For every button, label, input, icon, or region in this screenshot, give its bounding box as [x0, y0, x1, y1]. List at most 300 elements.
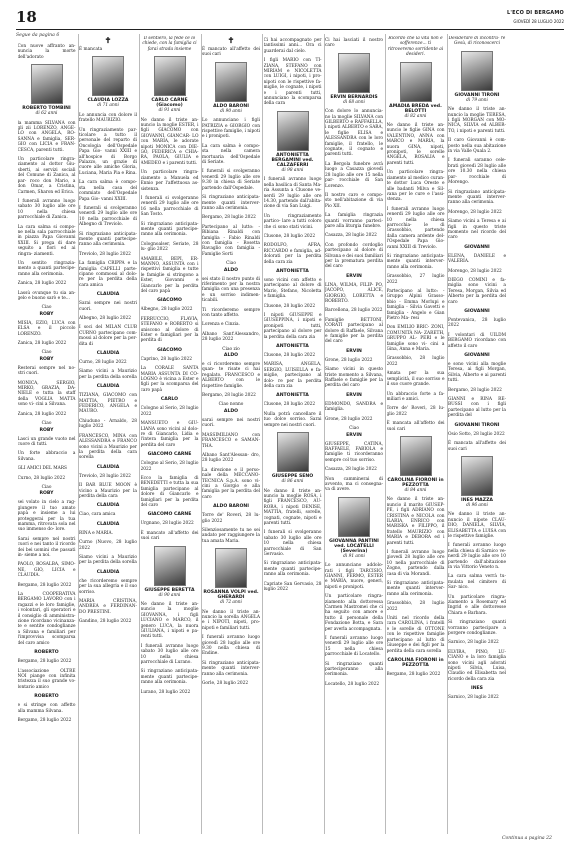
notice-text: La cara salma verrà tu- mulata nel cimitero di Sar- nico.	[448, 574, 506, 591]
notice-block	[325, 193, 383, 209]
notice-block	[325, 477, 383, 493]
notice-text: I funerali avranno luogo sabato 30 luglio alle ore 10 nella chiesa parrocchiale di Lurano.	[140, 643, 199, 666]
column-separator	[324, 34, 325, 834]
notice-block	[448, 333, 506, 349]
deceased-name: CLAUDIA	[96, 464, 120, 470]
notice-text: Albegno, 28 luglio 2022	[140, 307, 193, 313]
deceased-name: ALDO	[223, 353, 239, 359]
page-header	[16, 8, 564, 30]
deceased-name: GIOVANNI	[464, 244, 490, 250]
notice-block	[79, 56, 137, 108]
notice-block	[325, 682, 383, 687]
notice-block	[141, 476, 199, 508]
notice-text: La cara salma è compo- sta nella camera mortuaria dell'Ospedale di Seriate.	[202, 143, 260, 166]
notice-text: Con dolore lo annuncia- no la moglie SILVANA con GILBERTO e RAFFAELLA, i nipoti ALBERTO e SARA, le figlie ELISA e ALESSANDRA con le loro famiglie, il fratello, le cognate, il cognato e parenti tutti.	[325, 109, 383, 158]
notice-text: che ricorderemo sempre per la sua allegria e il suo sorriso.	[79, 578, 137, 595]
notice-block	[141, 531, 199, 542]
deceased-name: CARLO	[160, 397, 179, 403]
column-separator	[447, 34, 448, 834]
notice-text: Un ringraziamento par- ticolare a tutto il personale del reparto di Oncologia dell'Ospedale Papa Gio- vanni XXIII e all'hospice di Borgo Palazzo, un grazie di cuore alle amiche Gloria, Luciana, Maria Pia e Rina.	[79, 127, 137, 176]
notice-text: Lorenza e Cinzia.	[202, 322, 240, 328]
deceased-name: GIOVANNI TIRONI	[454, 92, 500, 98]
notice-block	[264, 278, 322, 300]
notice-block	[202, 225, 260, 257]
notice-block	[141, 317, 199, 344]
notice-block	[448, 512, 506, 539]
deceased-name: ANTONIETTA	[276, 344, 309, 350]
notice-block	[387, 123, 445, 166]
notice-text: Ci hai lasciati il nostro caro	[325, 38, 383, 49]
notice-block	[18, 350, 76, 361]
deceased-name: INES	[470, 686, 483, 692]
notice-block	[18, 669, 76, 691]
notice-text: AMABILE, BEPI, ER- MANNO, ASSUNTA con i rispettivi famiglia e tutte le famiglie si stringono a Ester, Giovanni e Giancarlo per la perdita del caro papà	[140, 256, 199, 294]
notice-text: I funerali saranno cele- brati giovedì 28 luglio alle ore 10.30 nella chiesa par- rocchiale di Morengo.	[448, 158, 506, 186]
deceased-age: di 62 anni	[35, 111, 58, 117]
notice-block	[448, 107, 506, 134]
notice-block	[141, 170, 199, 192]
notice-block	[448, 158, 506, 185]
notice-block	[18, 485, 76, 496]
notice-text: PAOLO, ROSALBA, SIMO- NE, GIO, LICIA e CLAUDIA.	[17, 562, 76, 579]
notice-block	[325, 417, 383, 422]
notice-block	[387, 62, 445, 119]
notice-block	[387, 601, 445, 612]
notice-text: sarai sempre nei nostri cuori.	[202, 417, 260, 429]
notice-text: I soci del MILAN CLUB CURNO partecipano com- mossi al dolore per la per- dita di	[79, 325, 137, 347]
notice-text: La famiglia CRIPPA e la famiglia CAPELLI parte- cipano commossi al dolo- re per la perdita della cara amica	[79, 261, 137, 288]
notice-text: DIEGO COMINI e fa- miglia sono vicini a Teresa, Morgan, Silvia ed Alberto per la perdita del caro	[448, 277, 506, 305]
notice-text: Ti ricorderemo sempre con tanto affetto.	[202, 307, 260, 318]
notice-text: Locatello, 28 luglio 2022	[325, 681, 380, 687]
notice-block	[264, 530, 322, 557]
notice-text: Si ringraziano anticipata- mente quanti interver- ranno alla cerimonia.	[202, 195, 260, 211]
notice-text: Lurano, 28 luglio 2022	[140, 689, 191, 695]
notice-text: Treviolo, 28 luglio 2022	[79, 473, 131, 479]
notice-text: Cologno al Serio, 28 luglio 2022	[140, 461, 199, 472]
notice-block	[264, 344, 322, 349]
notice-block	[325, 426, 383, 437]
deceased-age: di 79 anni	[466, 97, 488, 103]
notice-block	[448, 388, 506, 393]
notice-block	[202, 433, 260, 449]
deceased-name: GIOVANNA PANTINI ved. LOCATELLI (Severina)	[329, 538, 379, 554]
notice-text: L'associazione OLTRE NOI piange con infinita tristezza il suo grande vo- lontario amico	[17, 668, 76, 690]
notice-block	[325, 233, 383, 238]
notice-block	[387, 170, 445, 202]
notice-text: Grassobbio, 27 luglio 2022	[386, 274, 445, 285]
notice-block	[202, 169, 260, 191]
notice-block	[79, 619, 137, 624]
deceased-age: di 91 anni	[343, 553, 365, 559]
notice-block	[264, 38, 322, 54]
notice-text: Casazza, 28 luglio 2022	[325, 233, 377, 239]
cross-icon: ✝	[104, 36, 112, 45]
column-separator	[78, 34, 79, 834]
deceased-name: ERVIN	[346, 392, 362, 398]
notice-text: Il BAR BLUE MOON è vicino a Maurizio per la perdita della cara	[79, 483, 137, 499]
deceased-name: CAROLINA FIORONI in PEZZOTTA	[387, 477, 444, 488]
notice-block	[448, 318, 506, 329]
notice-block	[325, 213, 383, 229]
notice-text: Nulla potrà cancellare il tuo dolce sorriso. Sarai sempre nei nostri cuori.	[263, 411, 322, 428]
notice-block	[448, 190, 506, 206]
column-separator	[385, 34, 386, 834]
notice-text: Gandino, 28 luglio 2022	[79, 619, 132, 625]
notice-block	[387, 421, 445, 432]
notice-block	[79, 316, 137, 321]
notice-block	[264, 582, 322, 593]
notice-text: Sarnico, 28 luglio 2022	[448, 640, 499, 646]
notice-block	[18, 694, 76, 699]
notice-text: I nipoti GIUSEPPE e GIUSEPPINA, i nipoti e pronipoti tutti, partecipano al dolore per la perdita della cara zia	[263, 313, 322, 340]
notice-block	[448, 309, 506, 314]
notice-block	[202, 468, 260, 500]
deceased-name: ROBY	[39, 491, 54, 497]
portrait-photo	[92, 56, 124, 96]
notice-text: MISIA, EZIO, LUCA con ELSA e il piccolo LORENZO.	[17, 320, 76, 337]
notice-text: Con nuove affranto an- nuncia la morte dell'adorato	[17, 44, 76, 60]
notice-block	[18, 718, 76, 723]
deceased-age: di 98 anni	[281, 167, 304, 173]
notice-block	[202, 504, 260, 509]
notice-block	[325, 393, 383, 398]
notice-text: Bergamo, 28 luglio 2022	[202, 215, 256, 221]
notice-block	[264, 214, 322, 230]
notice-block	[264, 58, 322, 107]
notice-text: Siamo vicini in questo triste momento a Silvana, Raffaele e famiglie per la perdita del caro	[325, 367, 383, 389]
notice-block	[202, 215, 260, 220]
notice-block	[79, 531, 137, 536]
notice-block	[264, 561, 322, 577]
notice-block	[79, 384, 137, 389]
notice-text: Zanica, 28 luglio 2022	[17, 281, 67, 287]
notice-text: Bergamo, 28 luglio 2022	[448, 387, 502, 393]
notice-block	[202, 62, 260, 114]
notice-block	[448, 278, 506, 305]
notice-text: Ne danno il triste an- nuncio la moglie TERESA, i figli MORGAN con MO- NICA, SILVIA ed ALBER- TO, i nipoti e parenti tutti.	[448, 107, 506, 134]
notice-text: È mancata all'affetto dei suoi cari	[448, 441, 506, 452]
notice-text: Silenziosamente tu ne sei andato per raggiungere la tua amata Maria.	[202, 527, 260, 544]
portrait-photo	[215, 548, 247, 588]
notice-block	[448, 362, 506, 384]
column-separator	[262, 34, 263, 834]
notice-text: Cologno al Serio, 28 luglio 2022	[140, 406, 199, 417]
column-2	[79, 36, 137, 836]
notice-text: I funerali avranno luogo venerdì 29 luglio alle ore 10 nella chiesa parrocchia- le di Grassobbio, partendo dalla camera ardente del- l'Ospedale Papa Gio- vanni XXIII di Treviolo.	[386, 206, 445, 250]
notice-text: e ci ricorderemo sempre quan- te risate ci hai regalato. FRANCESCO e ALBERTO con le rispettive famiglie.	[202, 362, 260, 389]
notice-text: RODOLFO, AFRA, RICCARDO e famiglia, ad- dolorati per la perdita della cara zia	[263, 243, 322, 265]
notice-block	[202, 418, 260, 429]
notice-block	[448, 245, 506, 250]
notice-block	[387, 207, 445, 250]
notice-text: Resterai sempre nel no- stri cuori.	[17, 365, 76, 377]
notice-block	[448, 353, 506, 358]
notice-text: La Bergola funebre avrà luogo a Casazza giovedì 28 luglio alle ore 15 nella par- rocchiale di San Lorenzo.	[325, 161, 383, 189]
notice-text: GIANNI e RINA RE- BUSSI con i figli partecipano al lutto per la perdita del	[448, 397, 506, 419]
notice-block	[387, 550, 445, 577]
portrait-photo	[154, 546, 186, 586]
notice-text: I funerali si svolgeranno venerdì 29 luglio alle ore 9.30 in chiesa di Seriate partendo dall'Ospedale.	[202, 169, 260, 191]
notice-block	[18, 121, 76, 153]
notice-block	[202, 332, 260, 343]
notice-block	[325, 109, 383, 158]
notice-block	[264, 111, 322, 173]
notice-text: Ciao, cara amica	[79, 512, 116, 518]
notice-text: Lassù ovunque tu sia an- gelo e buono sarò e te...	[17, 290, 76, 301]
notice-text: Sarai sempre nei nostri cuori.	[79, 301, 137, 312]
notice-block	[448, 620, 506, 636]
notice-block	[141, 242, 199, 253]
notice-text: È mancata all'affetto dei suoi cari	[386, 421, 445, 432]
notice-block	[202, 681, 260, 686]
column-7	[387, 36, 445, 836]
portrait-photo	[277, 111, 309, 151]
notice-text: Si ringraziano quanti vorranno partecipare a porgere condoglianze.	[448, 620, 506, 637]
notice-text: Zanica, 28 luglio 2022	[17, 411, 67, 417]
deceased-name: GIACOMO	[157, 298, 182, 304]
deceased-name: ANTONIETTA	[276, 393, 309, 399]
notice-block	[141, 690, 199, 695]
notice-block	[387, 289, 445, 321]
notice-block	[448, 36, 506, 47]
notice-text: Ne danno il triste an- nuncio il marito GIUSEP- PE, i figli ADRIANO con CRISTINA e NICOLA con ILARIA, ENRICO con MARISKA e FILIPPO, il fratello MAURIZIO con MARIA e DEBORA ed i parenti tutti.	[386, 497, 445, 546]
notice-text: FERRUCCIO, FLAVIA, STEFANO e ROBERTO si uniscono al dolore di Ester e famigliari per la perdita di	[140, 316, 199, 344]
notice-block	[325, 358, 383, 363]
notice-block	[387, 672, 445, 677]
notice-block	[18, 157, 76, 195]
notice-block	[18, 281, 76, 286]
portrait-photo	[461, 456, 493, 496]
notice-text: Si ringraziano anticipata- mente quanti partecipe- ranno alla cerimonia.	[140, 669, 199, 686]
notice-text: Ciao	[349, 426, 359, 432]
notice-text: ELVIRA, PINO, LU- CIANO e la loro famiglia sono vicini agli adorati nipoti Silvia, Luisa, Claudio ed Elisabetta nel ricordo della cara zia	[448, 649, 506, 682]
notice-text: Treviolo, 28 luglio 2022	[79, 251, 131, 257]
issue-date: GIOVEDÌ 28 LUGLIO 2022	[513, 19, 564, 24]
notice-block	[202, 347, 260, 358]
deceased-name: ROBERTO	[34, 694, 59, 700]
notice-block	[387, 616, 445, 654]
notice-text: Ciao	[41, 350, 52, 356]
notice-text: La COOPERATIVA BERGAMO LAVORO con i ragazzi e le loro famiglie, i volontari, gli operatori e il consiglio di amministra- zione ricordano vicinanza- te e sentite condoglianze a Silvana e familiari per l'improvvisa scomparsa del caro amico	[17, 592, 76, 646]
notice-block	[264, 402, 322, 407]
column-4	[202, 36, 260, 836]
notice-block	[141, 118, 199, 167]
notice-block	[448, 441, 506, 452]
notice-text: Lasci un grande vuoto nel cuore di tutti.	[17, 436, 76, 447]
notice-text: Chiuduno - Arnaldo, 28 luglio 2022	[79, 418, 137, 430]
portrait-photo	[154, 56, 186, 96]
notice-block	[79, 128, 137, 177]
column-6	[325, 36, 383, 836]
notice-block	[18, 583, 76, 588]
deceased-name: GIOVANNI	[464, 309, 490, 314]
notice-block	[448, 254, 506, 265]
deceased-name: ALDO	[223, 408, 239, 414]
notice-block	[202, 402, 260, 413]
deceased-name: CLAUDIA	[96, 503, 120, 509]
deceased-age: di 90 anni	[220, 108, 242, 114]
notice-text: la mamma SILVANA con gli zii LORENZO, ANGE- LO con ANGELA, RO- SANNA e famiglia, SER- GIO con LICIA e FRAN- CESCA, parenti tutti.	[17, 120, 76, 153]
notice-text: MASSIMILIANO con FRANCESCO e SAMAN- THA.	[202, 432, 260, 449]
notice-text: Famiglie BETTONI, CORATI partecipano al dolore di Raffaele, Silvana e famiglie per la perdita del caro	[325, 317, 383, 345]
notice-block	[448, 432, 506, 437]
notice-block	[141, 512, 199, 517]
notice-block	[448, 686, 506, 691]
notice-block	[264, 234, 322, 239]
notice-text: Un forte abbraccio a Silvana.	[17, 451, 76, 462]
notice-text: TIZIANA, GIACOMO con MATTIA, PIETRO e FEDERICO, ANGELA e MAURO.	[79, 393, 137, 415]
notice-text: Clusone, 28 luglio 2022	[263, 233, 316, 239]
notice-block	[18, 537, 76, 559]
notice-block	[18, 341, 76, 346]
notice-block	[202, 277, 260, 304]
continuation-top: Segue da pagina 6	[16, 33, 60, 38]
notice-block	[141, 307, 199, 312]
notice-text: Si ringraziano anticipata- mente quanti interver- ranno alla cerimonia.	[386, 581, 445, 597]
notice-text: Gorle, 28 luglio 2022	[202, 681, 249, 687]
notice-block	[387, 581, 445, 597]
notice-text: Bergamo, 28 luglio 2022	[386, 671, 441, 677]
notice-text: La cara salma si compo- ne nella sala parrocchiale in piazza Papa Giovanni XXIII. Si prega di dare seguito a fiori ed ai ringra- ziamenti.	[17, 224, 76, 257]
notice-text: È mancata	[79, 47, 103, 52]
notice-block	[18, 44, 76, 60]
notice-block	[18, 291, 76, 302]
notice-block	[264, 269, 322, 274]
deceased-name: GIACOMO CARNE	[147, 512, 192, 518]
notice-block	[141, 196, 199, 218]
deceased-name: GIUSEPPE BERETTA	[144, 587, 195, 593]
notice-block	[18, 703, 76, 714]
notice-block	[79, 261, 137, 288]
notice-text: sei stato il nostro punto di riferimento per la nostra famiglia con una presenza e un sorriso indimen- ticabili.	[202, 276, 260, 304]
notice-block	[202, 308, 260, 319]
notice-text: Pontevanica, 28 luglio 2022	[448, 318, 506, 329]
notice-text: Si ringraziano quanti parteciperanno alla cerimonia.	[325, 661, 383, 678]
notice-text: Un particolare ringra- ziamento a Manuela ed Ennio per l'affettuosa as- sistenza.	[140, 170, 199, 192]
notice-block	[325, 274, 383, 279]
deceased-name: ALDO BARONI	[213, 103, 249, 109]
notice-text: Capriate San Gervasio, 28 luglio 2022	[263, 581, 322, 592]
notice-block	[325, 594, 383, 632]
newspaper-name: L'ECO DI BERGAMO	[506, 10, 564, 16]
notice-text: Bergamo, 28 luglio 2022	[202, 393, 256, 399]
notice-text: Sarai sempre nel nostri cuori e nei tanto il ricordo dei bei uomini che passati in- sieme a noi.	[17, 536, 76, 558]
column-8	[448, 36, 506, 836]
notice-text: È mancato all'affetto dei suoi cari	[202, 47, 260, 58]
notice-block	[448, 695, 506, 700]
notice-block	[79, 483, 137, 499]
notice-block	[141, 406, 199, 417]
notice-block	[79, 579, 137, 595]
column-separator	[201, 34, 202, 834]
deceased-name: GIACOMO CARNE	[147, 452, 192, 458]
notice-block	[387, 36, 445, 58]
notice-text: La CORALE SANTA MARIA ASSUNTA DI CO- LOGNO è vicina a Ester e figli per la scomparsa del caro papà	[140, 366, 199, 393]
notice-text: Barcellona, 28 luglio 2022	[325, 308, 383, 314]
deceased-name: CLAUDIA	[96, 384, 120, 390]
portrait-photo	[31, 64, 63, 104]
notice-text: Albegno, 28 luglio 2022	[79, 316, 131, 321]
notice-text: MANSUETO e GIU- LIANA sono vicini al dolo- re di Giancarlo, Lidia e l'intera famiglia per la perdita del caro	[140, 421, 199, 448]
notice-text: Morengo, 28 luglio 2022	[448, 209, 502, 215]
notice-text: Partecipano al lutto: - Bibiana Rinaldi con famiglia - Fabio Rinaldi con famiglia - Rosetta Ravaglio con famiglia - Famiglie Sorti	[202, 224, 260, 257]
notice-block	[325, 349, 383, 354]
notice-block	[18, 64, 76, 116]
notice-text: Siamo vicini a Maurizio per la perdita della sorella	[79, 554, 137, 566]
notice-block	[202, 453, 260, 464]
notice-block	[387, 371, 445, 387]
notice-block	[448, 219, 506, 241]
notice-text: Urgnano, 28 luglio 2022	[140, 521, 194, 527]
notice-block	[141, 298, 199, 303]
deceased-age: di 90 anni	[158, 592, 181, 598]
notice-block	[202, 635, 260, 657]
notice-text: Clusone, 28 luglio 2022	[263, 303, 316, 309]
notice-block	[325, 38, 383, 49]
notice-text: Curno, 28 luglio 2022	[79, 360, 127, 366]
deceased-name: ERVIN BERNARDIS	[330, 94, 378, 100]
notice-block	[325, 318, 383, 345]
deceased-name: GIUSEPPE SENO	[271, 474, 314, 480]
notice-text: MARIA CRISTINA, ANDREA e FERDINAN- DO PRESTINI.	[79, 599, 137, 615]
notice-block	[79, 360, 137, 365]
notice-block	[202, 322, 260, 327]
notice-text: La cara salma è compo- sta nella casa del commiato dell'Ospedale Papa Gio- vanni XXIII.	[79, 180, 137, 202]
epigraph: Ricordo che la vita non è sofferenze... ti ritroveremo sorridente ai desideri.	[387, 36, 444, 58]
notice-text: Osio Sotto, 28 luglio 2022	[448, 431, 505, 437]
portrait-photo	[338, 497, 370, 537]
notice-block	[79, 434, 137, 461]
notice-text: Sarnico, 28 luglio 2022	[448, 695, 499, 701]
notice-text: Ne danno il triste an- nuncio le figlie GINA con VALENTINO, ANNA con MARCO e MARIA, la nuora GINA, nipoti, pronipoti, le sorelle ANGELA, ROSALIA e parenti tutti.	[386, 123, 445, 166]
notice-block	[79, 325, 137, 347]
deceased-name: ERVIN	[346, 348, 362, 354]
notice-block	[448, 574, 506, 590]
deceased-name: ROSANNA VOLPI ved. GHERARDI	[203, 590, 259, 601]
notice-block	[448, 138, 506, 154]
notice-block	[202, 548, 260, 605]
portrait-photo	[338, 53, 370, 93]
notice-block	[141, 257, 199, 295]
notice-text: Torre de' Roveri, 28 lu- glio 2022	[202, 513, 260, 524]
notice-block	[18, 562, 76, 578]
notice-block	[387, 325, 445, 352]
notice-text: Colognoalser, Seriate, 28 lu- glio 2022	[140, 241, 199, 253]
notice-block	[202, 528, 260, 544]
notice-block	[387, 436, 445, 493]
deceased-age: di 96 anni	[466, 502, 488, 508]
notice-text: Ne danno il triste an- nuncio la moglie ESTER, i figli GIACOMO con GIOVANNI, GIANCAR- LO con MARIA, le adorate nipoti MONICA con DIE- GO, FEDERICA e CHIA- RA, PAOLA, GIULIA e AMEDEO e i parenti tutti.	[140, 117, 199, 166]
notice-text: sei volato in cielo a rag- giungere il tuo amato papà e insieme a lui proteggerai per la tua mamma, ritrovata sola nel suo immenso do- lore.	[17, 500, 76, 533]
notice-text: Lo annunciano addolo- rati i figli TARCISIO, GIANNI, FERMO, ESTER e MARIA, nuore, generi, nipoti e pronipoti.	[325, 563, 383, 590]
notice-text: Un ringraziamento partico- lare a tutti coloro che ci sono stati vicini.	[263, 213, 322, 230]
notice-block	[18, 199, 76, 221]
notice-text: Non camminerai di avvento, ma ci consegna- va di avere.	[325, 476, 383, 493]
notice-text: Caprino, 28 luglio 2022	[140, 356, 192, 362]
notice-text: Lo annunciano i figli PATRIZIA e GIORGIO con rispettive famiglie, i nipoti e i pronipoti.	[202, 118, 260, 140]
deceased-name: ALDO BARONI	[213, 504, 249, 510]
notice-text: I figli MARIO con TI- ZIANA, STEFANO con MIRIAM e NICOLETTA con LUIGI, i nipoti, i pro- nipoti con le rispettive fa- miglie, le cognate, i nipoti e i parenti tutti, annunciano la scomparsa della cara	[263, 58, 322, 107]
deceased-name: ALDO	[223, 267, 239, 273]
notice-text: Il caro Giovanni è com- posto nella sua abitazione in via Valle Quala 2.	[448, 138, 506, 155]
notice-block	[448, 423, 506, 428]
notice-block	[141, 56, 199, 113]
notice-block	[264, 432, 322, 484]
notice-text: Ne danno il triste an- nuncio la sorella ANGELA e i NIPOTI, nipoti, pro- nipoti e familiari tutti.	[202, 609, 260, 631]
column-5	[264, 36, 322, 836]
deceased-name: ROBY	[39, 356, 54, 362]
